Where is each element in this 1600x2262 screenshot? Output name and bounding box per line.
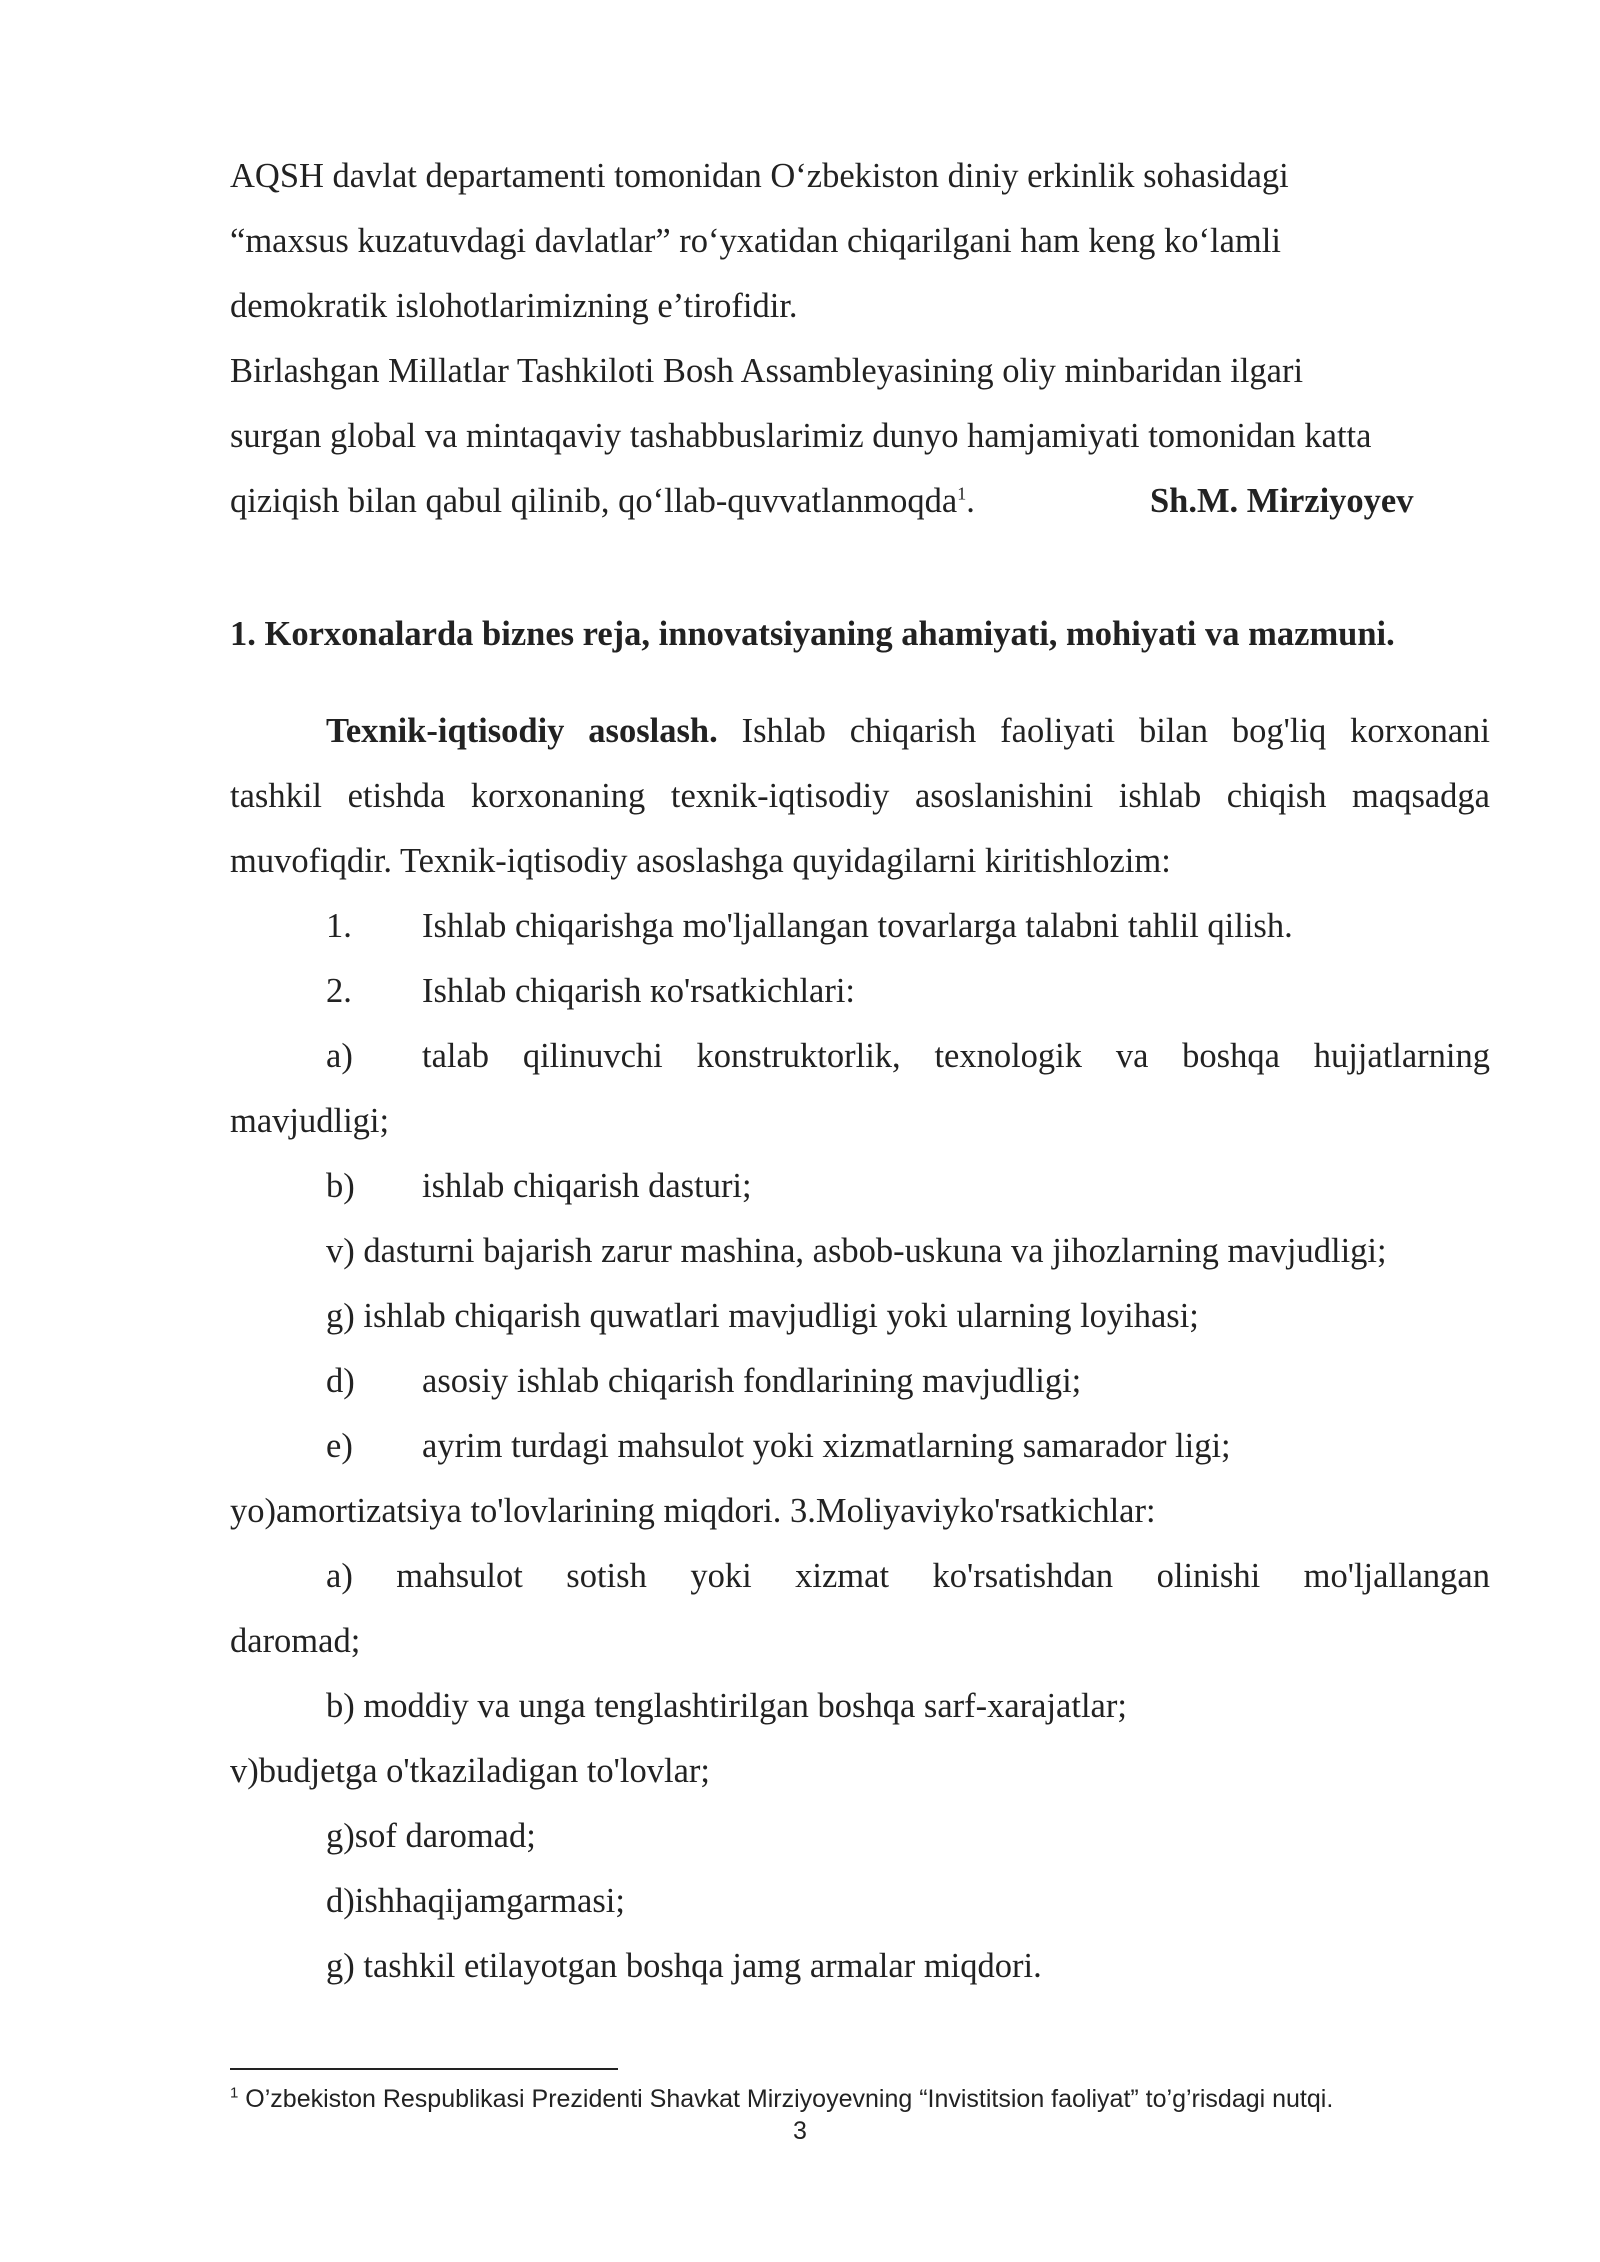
paragraph-line: tashkil etishda korxonaning texnik-iqtisodiy asoslanishini ishlab chiqish maqsadga xyxy=(230,777,1490,815)
text-fragment: Ishlab chiqarish faoliyati bilan bog'liq korxonani xyxy=(741,712,1491,750)
footnote-text: O’zbekiston Respublikasi Prezidenti Shavkat Mirziyoyevning “Invistitsion faoliyat” to’g’risdagi nutqi. xyxy=(238,2085,1334,2113)
text-line: demokratik islohotlarimizning e’tirofidir. xyxy=(230,287,798,325)
list-item: yo)amortizatsiya to'lovlarining miqdori. 3.Moliyaviyko'rsatkichlar: xyxy=(230,1492,1156,1530)
list-text: Ishlab chiqarish кo'rsatkichlari: xyxy=(422,972,856,1010)
list-item: d)ishhaqijamgarmasi; xyxy=(326,1882,625,1920)
quote-author: Sh.M. Mirziyoyev xyxy=(1150,482,1414,520)
list-number: 1. xyxy=(326,907,352,945)
list-item xyxy=(326,1036,1490,1076)
footnote-reference[interactable]: 1 xyxy=(957,483,967,504)
footnote xyxy=(230,2084,1333,2114)
text-line xyxy=(230,481,975,521)
paragraph-line xyxy=(326,711,1490,751)
text-line: AQSH davlat departamenti tomonidan O‘zbekiston diniy erkinlik sohasidagi xyxy=(230,157,1289,195)
list-continuation: daromad; xyxy=(230,1622,361,1660)
list-text: asosiy ishlab chiqarish fondlarining mavjudligi; xyxy=(422,1362,1082,1400)
list-item: g) ishlab chiqarish quwatlari mavjudligi yoki ularning loyihasi; xyxy=(326,1297,1199,1335)
list-letter: d) xyxy=(326,1362,355,1400)
footnote-mark: 1 xyxy=(230,2084,239,2102)
list-item: v)budjetga o'tkaziladigan to'lovlar; xyxy=(230,1752,710,1790)
list-text: talab qilinuvchi konstruktorlik, texnologik va boshqa hujjatlarning xyxy=(422,1037,1490,1075)
paragraph-lead: Texnik-iqtisodiy asoslash. xyxy=(326,712,718,750)
list-text: ayrim turdagi mahsulot yoki xizmatlarning samarador ligi; xyxy=(422,1427,1231,1465)
list-letter: e) xyxy=(326,1427,353,1465)
list-item: v) dasturni bajarish zarur mashina, asbob-uskuna va jihozlarning mavjudligi; xyxy=(326,1232,1387,1270)
list-number: 2. xyxy=(326,972,352,1010)
text-line: “maxsus kuzatuvdagi davlatlar” ro‘yxatidan chiqarilgani ham keng ko‘lamli xyxy=(230,222,1281,260)
footnote-divider xyxy=(230,2068,618,2070)
list-item xyxy=(326,1361,1081,1401)
list-text: Ishlab chiqarishga mo'ljallangan tovarlarga talabni tahlil qilish. xyxy=(422,907,1293,945)
list-item xyxy=(326,971,855,1011)
text-fragment: qiziqish bilan qabul qilinib, qo‘llab-quvvatlanmoqda xyxy=(230,482,958,520)
text-line: surgan global va mintaqaviy tashabbuslarimiz dunyo hamjamiyati tomonidan katta xyxy=(230,417,1372,455)
list-continuation: mavjudligi; xyxy=(230,1102,390,1140)
section-heading: 1. Korxonalarda biznes reja, innovatsiyaning ahamiyati, mohiyati va mazmuni. xyxy=(230,615,1395,653)
list-item xyxy=(326,906,1293,946)
list-item: a) mahsulot sotish yoki xizmat ko'rsatishdan olinishi mo'ljallangan xyxy=(326,1557,1490,1595)
text-fragment: . xyxy=(966,482,975,520)
list-text: ishlab chiqarish dasturi; xyxy=(422,1167,752,1205)
list-item: g)sof daromad; xyxy=(326,1817,536,1855)
list-item xyxy=(326,1166,752,1206)
list-item: g) tashkil etilayotgan boshqa jamg armalar miqdori. xyxy=(326,1947,1042,1985)
text-line: Birlashgan Millatlar Tashkiloti Bosh Assambleyasining oliy minbaridan ilgari xyxy=(230,352,1304,390)
list-letter: b) xyxy=(326,1167,355,1205)
list-item: b) moddiy va unga tenglashtirilgan boshqa sarf-xarajatlar; xyxy=(326,1687,1127,1725)
list-item xyxy=(326,1426,1231,1466)
paragraph-line: muvofiqdir. Texnik-iqtisodiy asoslashga quyidagilarni kiritishlozim: xyxy=(230,842,1171,880)
list-letter: a) xyxy=(326,1037,353,1075)
page-number: 3 xyxy=(793,2117,807,2145)
